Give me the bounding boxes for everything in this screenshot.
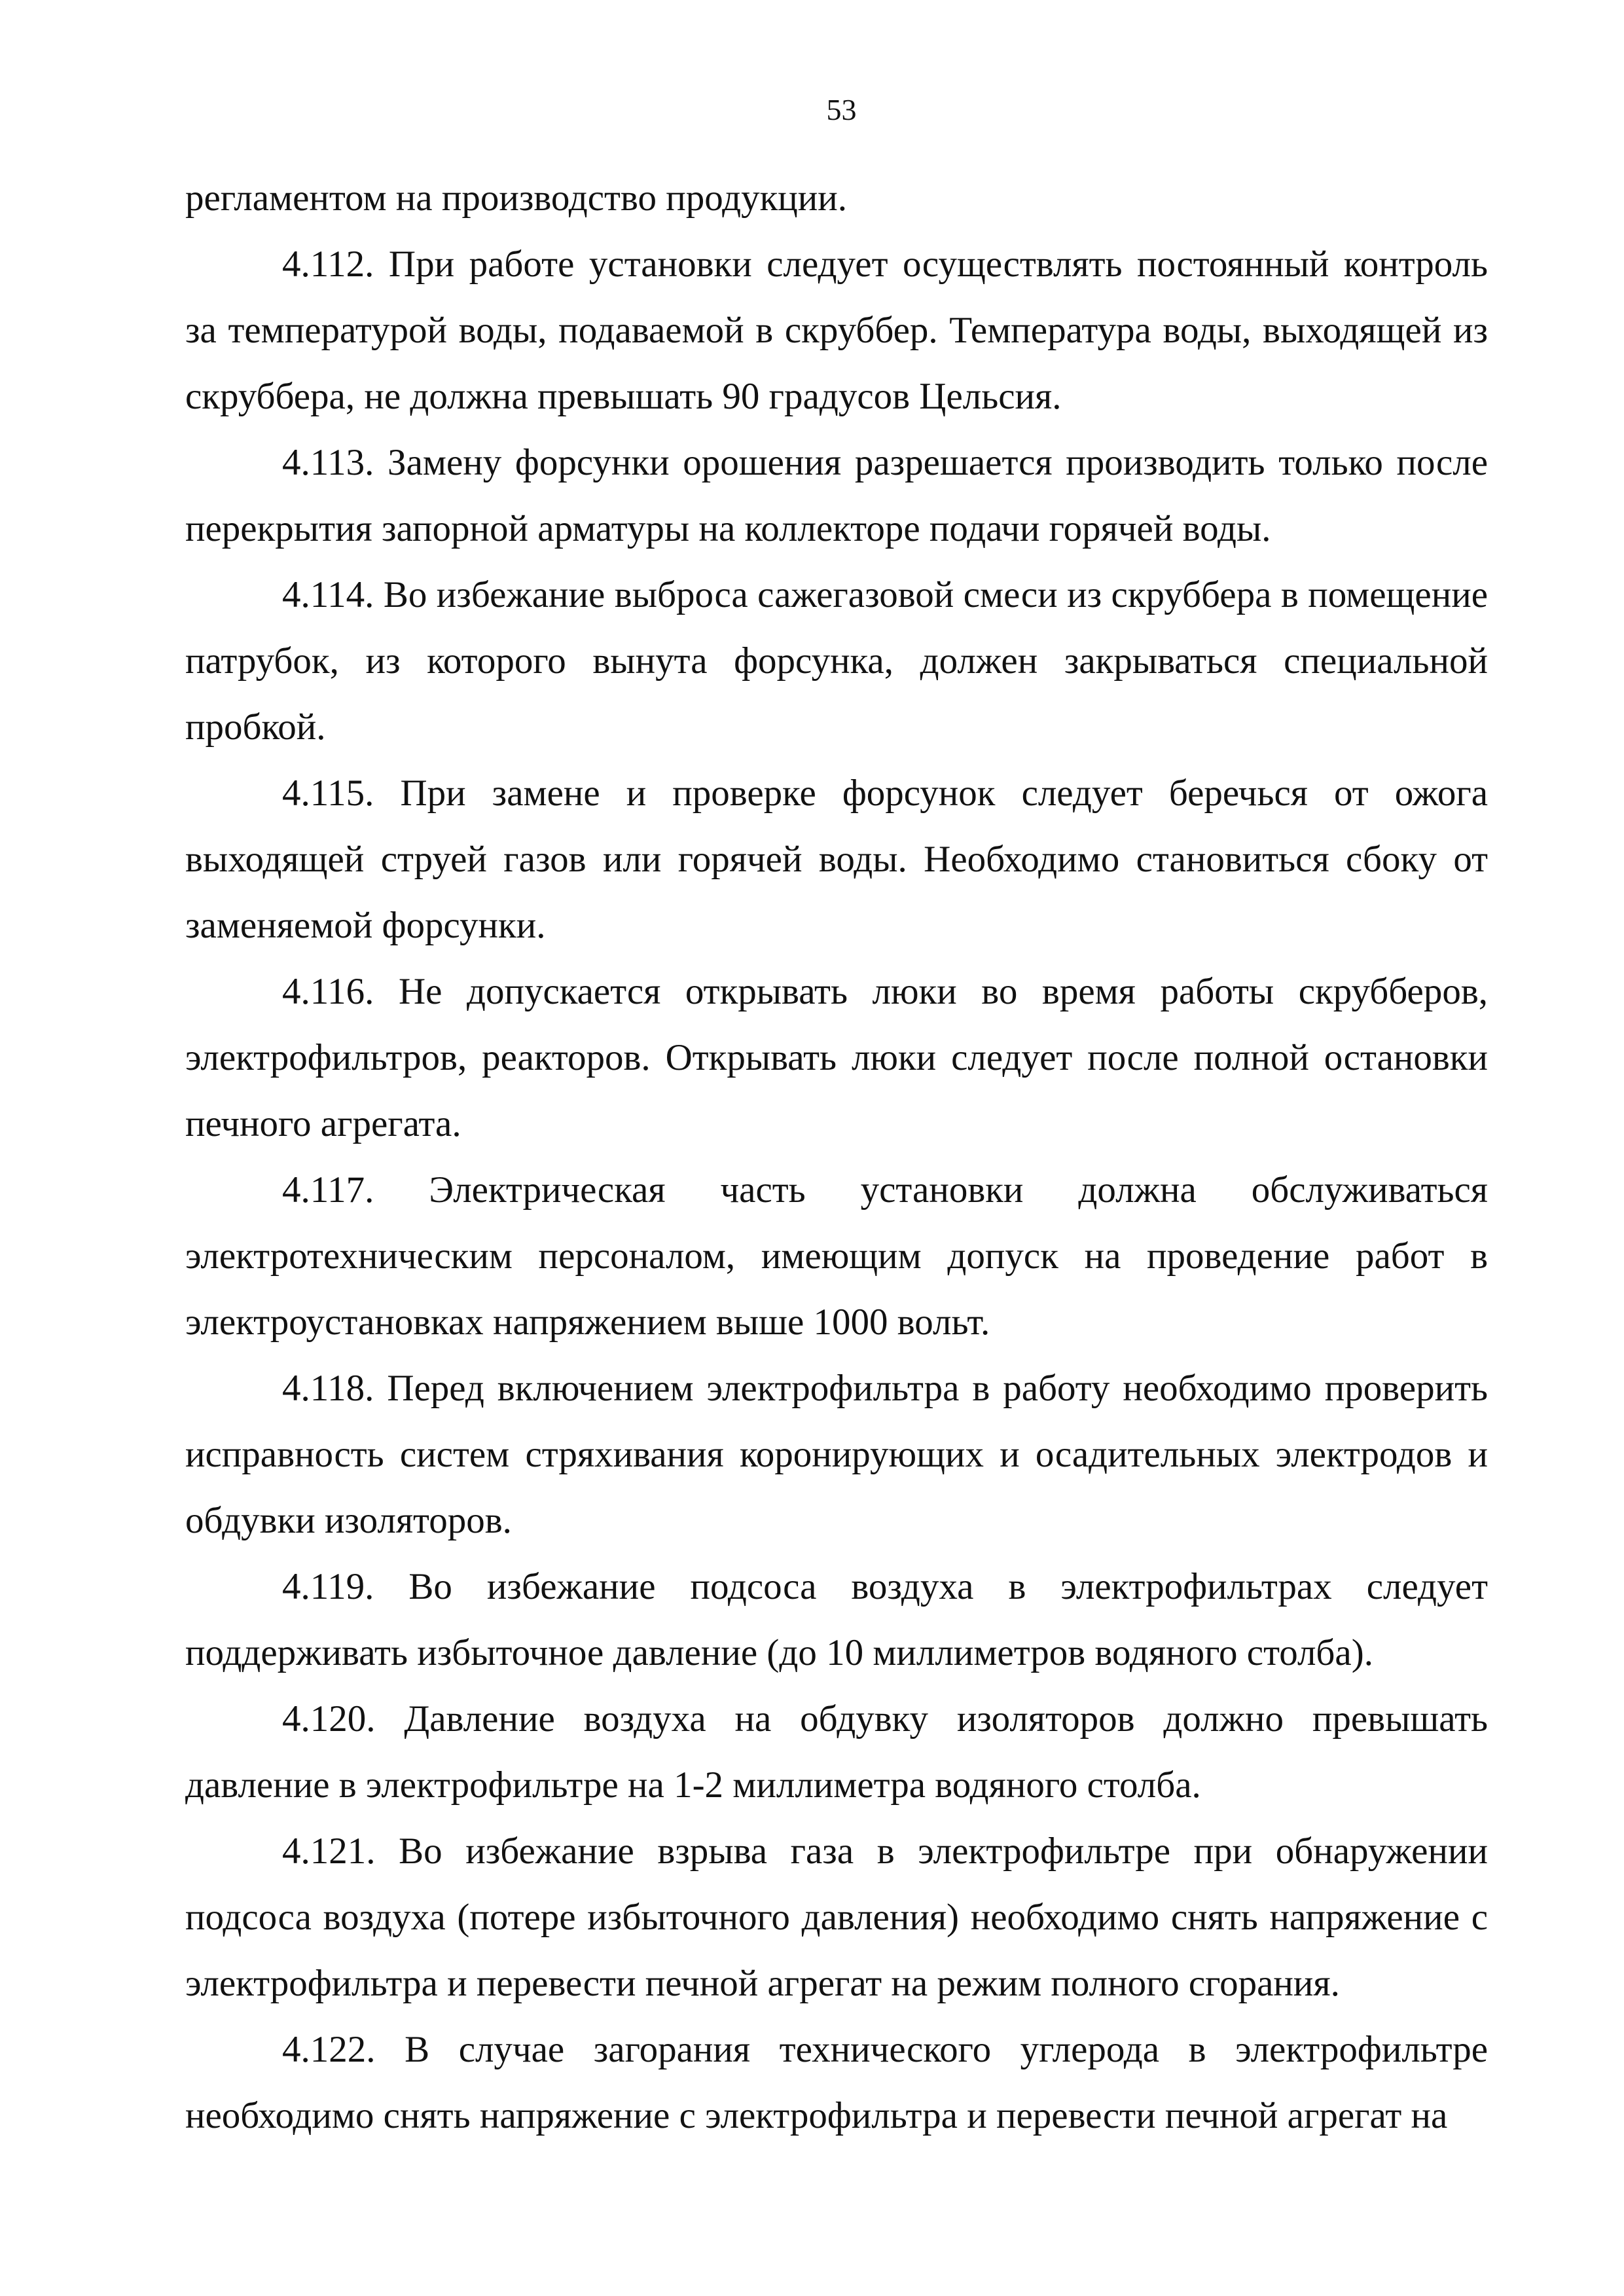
paragraph-4-119: 4.119. Во избежание подсоса воздуха в электрофильтрах следует поддерживать избыточное давление (до 10 миллиметров водяного столба). — [185, 1566, 1488, 1673]
paragraph-4-114: 4.114. Во избежание выброса сажегазовой смеси из скруббера в помещение патрубок, из которого вынута форсунка, должен закрываться специальной пробкой. — [185, 574, 1488, 748]
document-body — [185, 165, 1488, 2149]
paragraph-4-112: 4.112. При работе установки следует осуществлять постоянный контроль за температурой воды, подаваемой в скруббер. Температура воды, выходящей из скруббера, не должна превышать 90 градусов Цельсия. — [185, 244, 1488, 417]
paragraph-4-113: 4.113. Замену форсунки орошения разрешается производить только после перекрытия запорной арматуры на коллекторе подачи горячей воды. — [185, 442, 1488, 549]
paragraph-4-120: 4.120. Давление воздуха на обдувку изоляторов должно превышать давление в электрофильтре на 1-2 миллиметра водяного столба. — [185, 1698, 1488, 1806]
paragraph-4-117: 4.117. Электрическая часть установки должна обслуживаться электротехническим персоналом, имеющим допуск на проведение работ в электроустановках напряжением выше 1000 вольт. — [185, 1169, 1488, 1343]
paragraph-4-121: 4.121. Во избежание взрыва газа в электрофильтре при обнаружении подсоса воздуха (потере избыточного давления) необходимо снять напряжение с электрофильтра и перевести печной агрегат на режим полного сгорания. — [185, 1831, 1488, 2004]
paragraph-4-122: 4.122. В случае загорания технического углерода в электрофильтре необходимо снять напряжение с электрофильтра и перевести печной агрегат на — [185, 2029, 1488, 2136]
page-number: 53 — [826, 93, 857, 126]
paragraph-continuation: регламентом на производство продукции. — [185, 177, 848, 219]
paragraph-4-115: 4.115. При замене и проверке форсунок следует беречься от ожога выходящей струей газов или горячей воды. Необходимо становиться сбоку от заменяемой форсунки. — [185, 773, 1488, 946]
paragraph-4-118: 4.118. Перед включением электрофильтра в работу необходимо проверить исправность систем стряхивания коронирующих и осадительных электродов и обдувки изоляторов. — [185, 1368, 1488, 1541]
paragraph-4-116: 4.116. Не допускается открывать люки во время работы скрубберов, электрофильтров, реакторов. Открывать люки следует после полной остановки печного агрегата. — [185, 971, 1488, 1144]
